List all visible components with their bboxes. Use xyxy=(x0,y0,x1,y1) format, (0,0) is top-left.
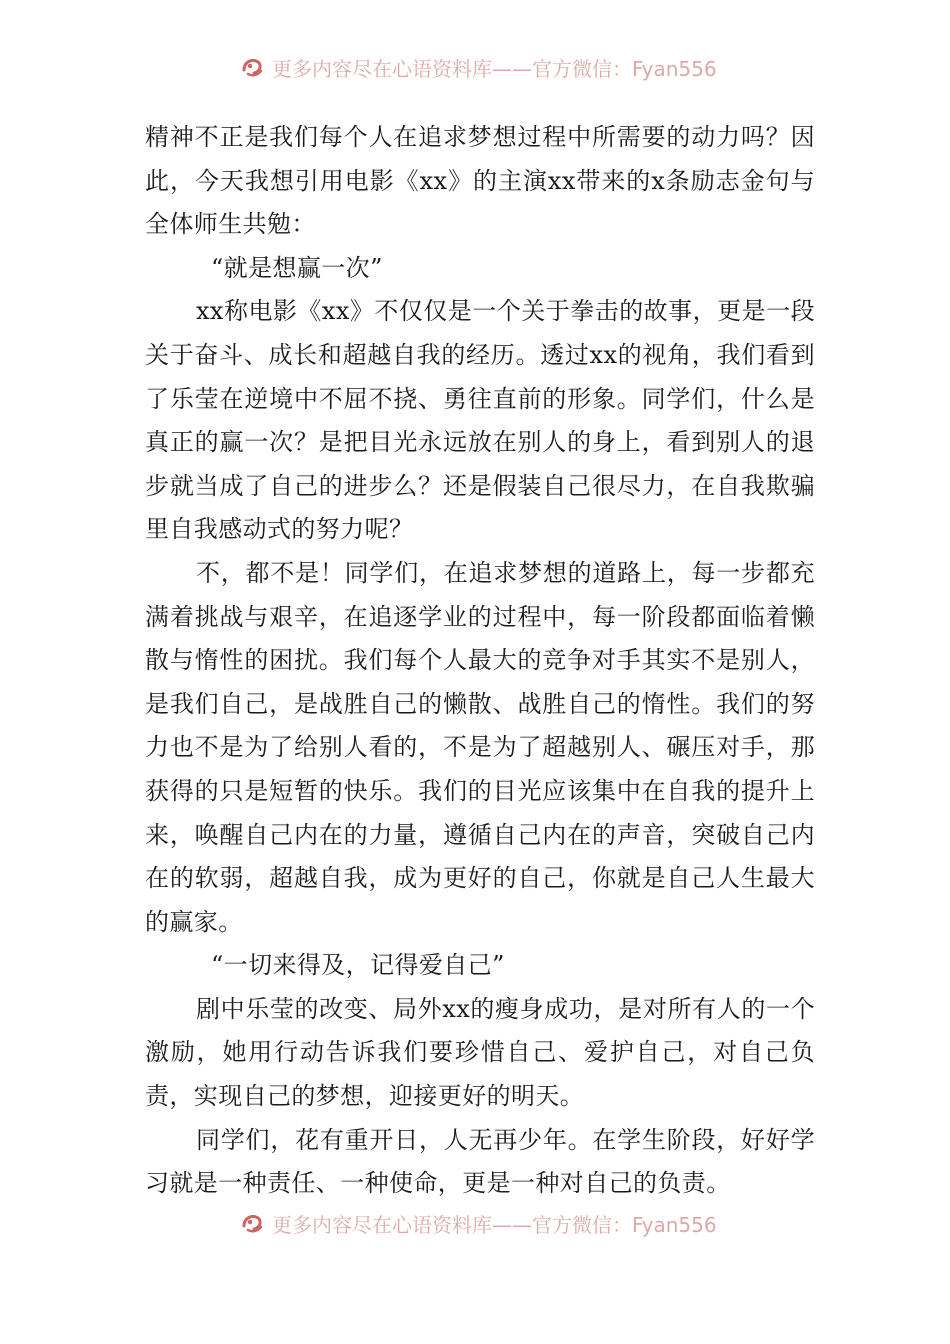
quote-heading-win-once: “就是想赢一次” xyxy=(211,253,383,282)
watermark-top xyxy=(0,52,950,82)
paragraph-intro: 精神不正是我们每个人在追求梦想过程中所需要的动力吗？因此，今天我想引用电影《xx》的主演xx带来的x条励志金句与全体师生共勉： xyxy=(145,123,815,239)
paragraph-not-others: 不，都不是！同学们，在追求梦想的道路上，每一步都充满着挑战与艰辛，在追逐学业的过程中，每一阶段都面临着懒散与惰性的困扰。我们每个人最大的竞争对手其实不是别人，是我们自己，是战胜自己的懒散、战胜自己的惰性。我们的努力也不是为了给别人看的，不是为了超越别人、碾压对手，那获得的只是短暂的快乐。我们的目光应该集中在自我的提升上来，唤醒自己内在的力量，遵循自己内在的声音，突破自己内在的软弱，超越自我，成为更好的自己，你就是自己人生最大的赢家。 xyxy=(145,558,815,936)
paragraph-love-yourself: 剧中乐莹的改变、局外xx的瘦身成功，是对所有人的一个激励，她用行动告诉我们要珍惜自己、爱护自己，对自己负责，实现自己的梦想，迎接更好的明天。 xyxy=(145,994,815,1111)
logo-icon xyxy=(240,1210,266,1236)
document-body xyxy=(145,116,815,1206)
paragraph-closing: 同学们，花有重开日，人无再少年。在学生阶段，好好学习就是一种责任、一种使命，更是一种对自己的负责。 xyxy=(145,1125,815,1198)
logo-icon xyxy=(240,54,266,80)
watermark-bottom xyxy=(0,1208,950,1238)
quote-heading-love-yourself: “一切来得及，记得爱自己” xyxy=(211,951,505,980)
watermark-text: 更多内容尽在心语资料库——官方微信：Fyan556 xyxy=(272,56,717,81)
paragraph-win-once: xx称电影《xx》不仅仅是一个关于拳击的故事，更是一段关于奋斗、成长和超越自我的经历。透过xx的视角，我们看到了乐莹在逆境中不屈不挠、勇往直前的形象。同学们，什么是真正的赢一次？是把目光永远放在别人的身上，看到别人的退步就当成了自己的进步么？还是假装自己很尽力，在自我欺骗里自我感动式的努力呢？ xyxy=(145,297,815,544)
watermark-text: 更多内容尽在心语资料库——官方微信：Fyan556 xyxy=(272,1212,717,1237)
